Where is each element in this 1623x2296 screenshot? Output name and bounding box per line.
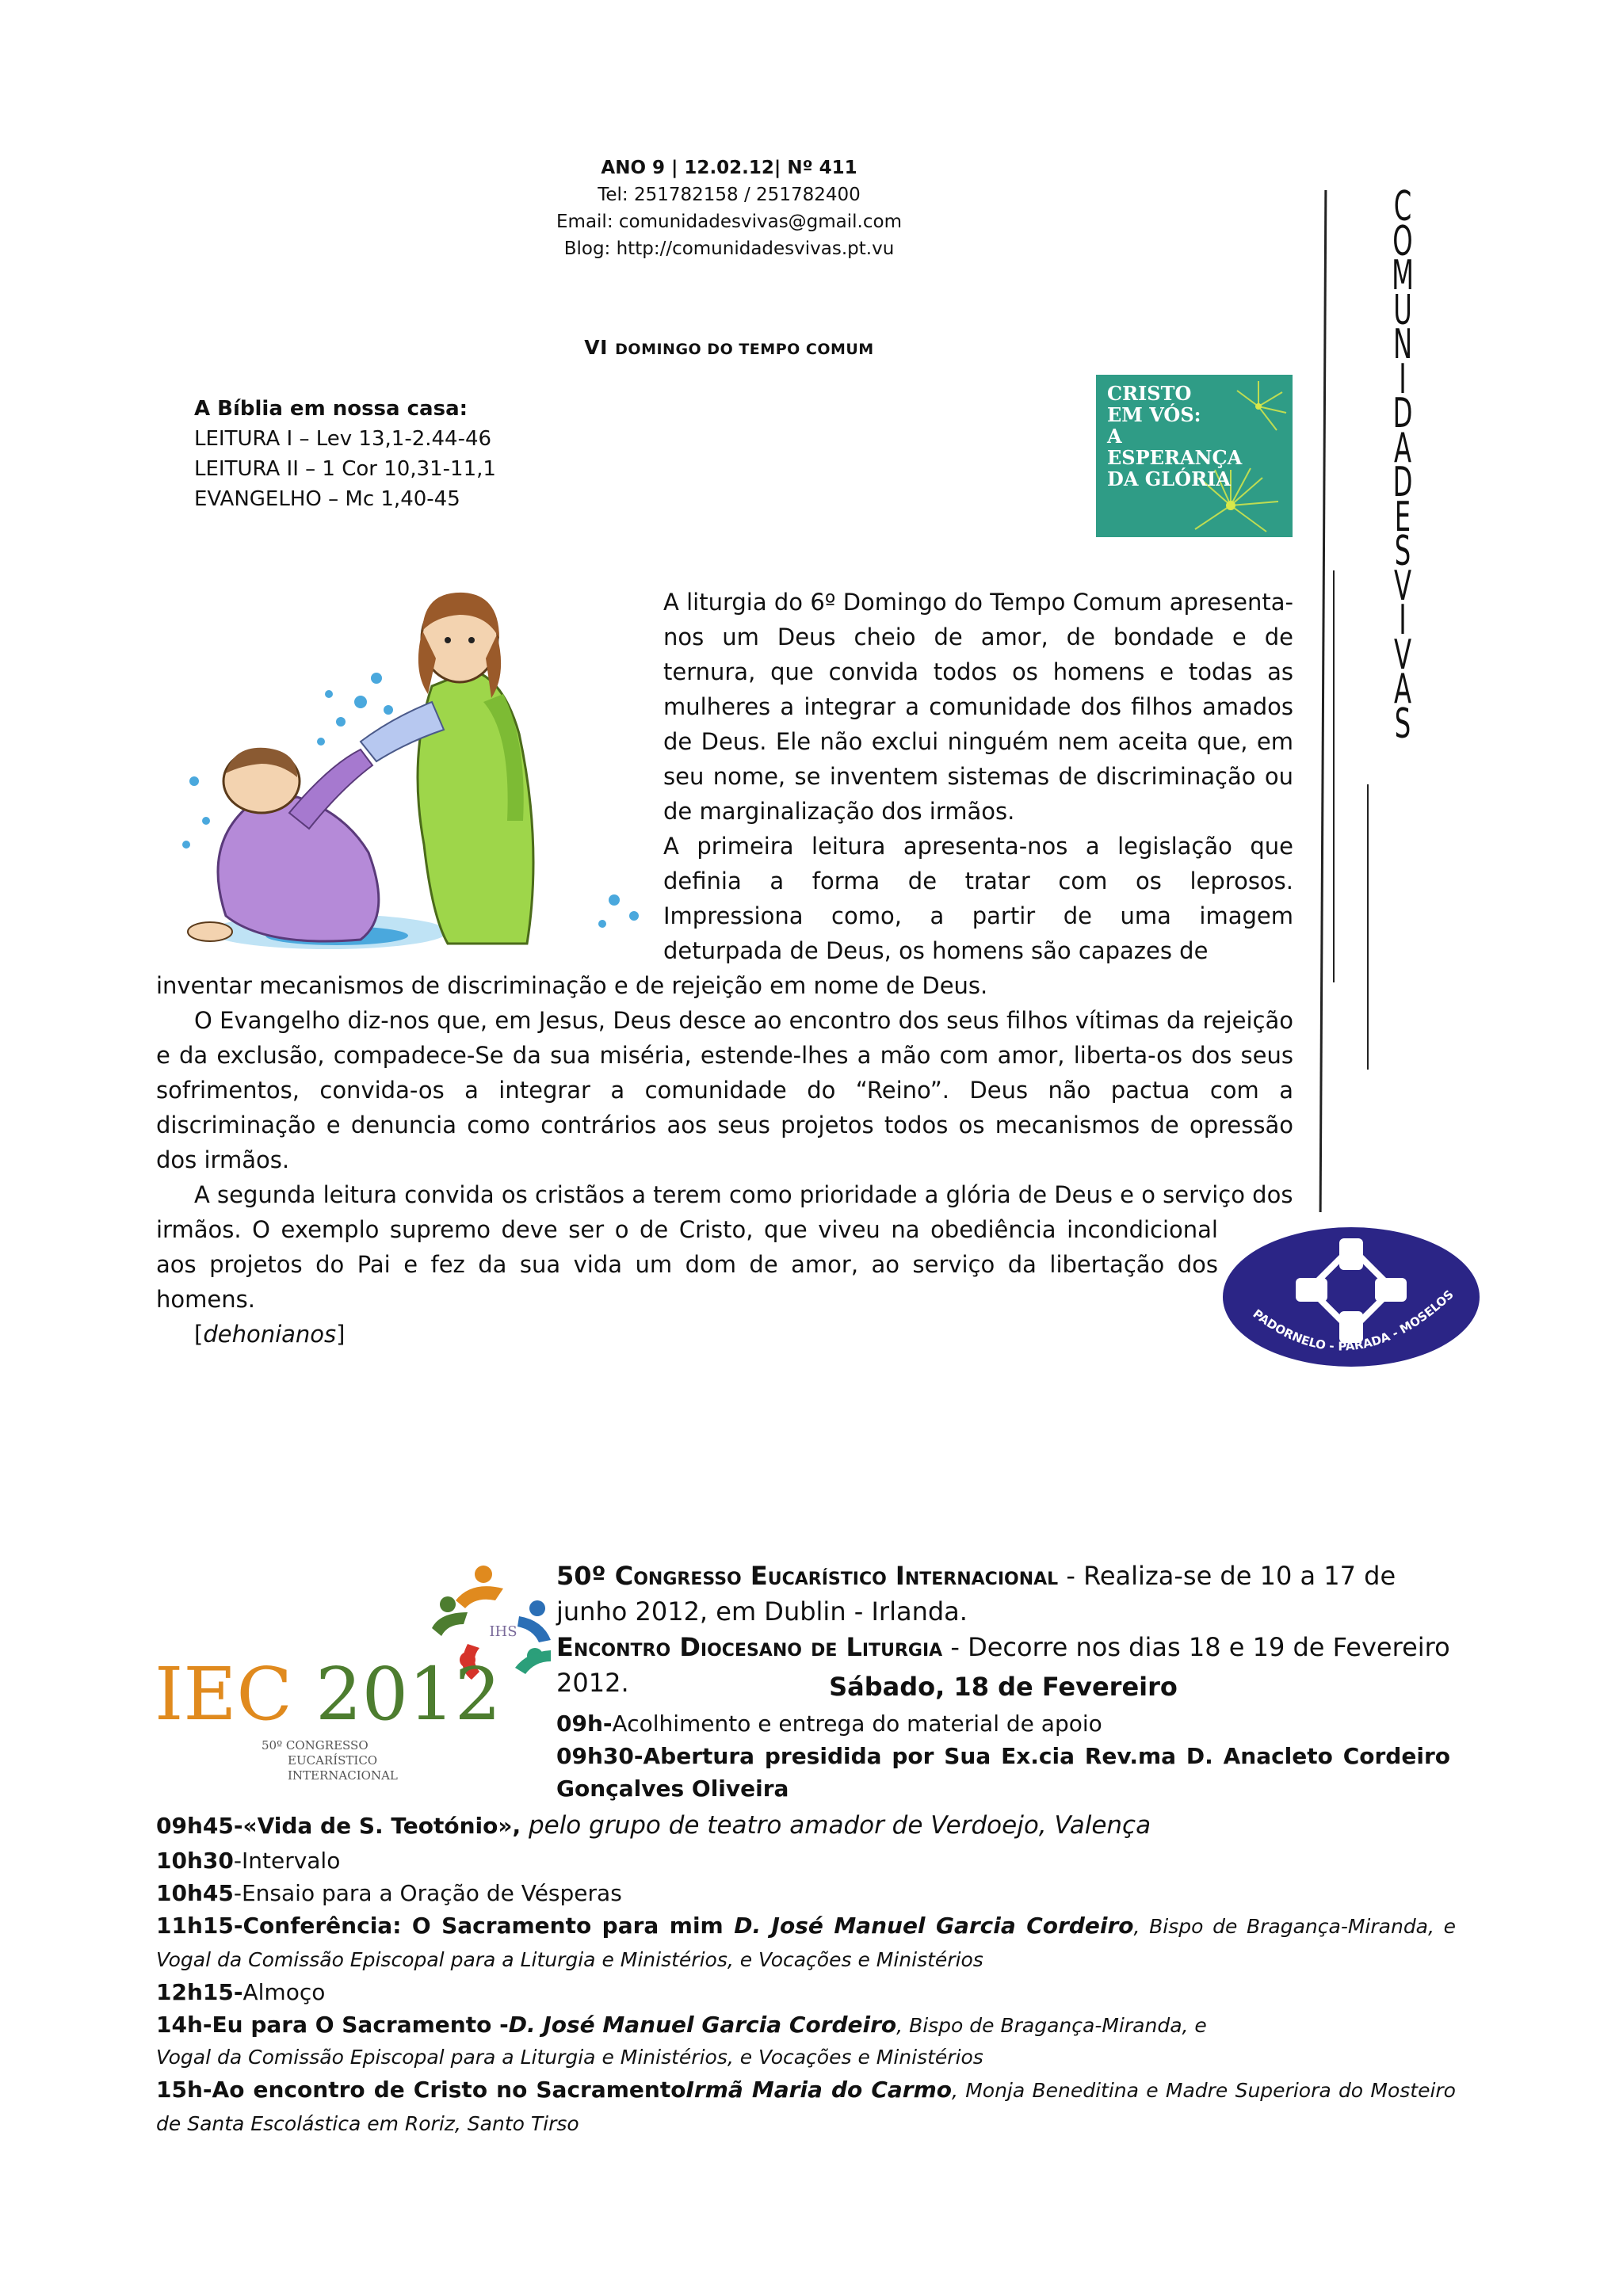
title-letter: S bbox=[1394, 700, 1411, 748]
speaker-name: D. José Manuel Garcia Cordeiro bbox=[734, 1913, 1134, 1939]
speaker-role: , Bispo de Bragança-Miranda, e bbox=[896, 2014, 1207, 2037]
theme-badge bbox=[1096, 375, 1293, 537]
congress-announcement bbox=[556, 1558, 1450, 1630]
badge-line: CRISTO bbox=[1107, 382, 1192, 405]
schedule-text: -Intervalo bbox=[233, 1848, 341, 1874]
parish-logo-text: PADORNELO - PARADA - MOSELOS bbox=[1250, 1287, 1457, 1354]
schedule-title: 11h15-Conferência: O Sacramento para mim bbox=[156, 1913, 735, 1939]
schedule-text: pelo grupo de teatro amador de Verdoejo, Valença bbox=[521, 1811, 1151, 1840]
divider-line bbox=[1319, 190, 1327, 1212]
phone-line: Tel: 251782158 / 251782400 bbox=[598, 185, 861, 205]
ihs-monogram: IHS bbox=[489, 1623, 517, 1640]
reading-item: LEITURA I – Lev 13,1-2.44-46 bbox=[194, 427, 492, 451]
sunday-title bbox=[515, 336, 943, 359]
schedule-text: Almoço bbox=[242, 1979, 326, 2005]
divider-line bbox=[1367, 784, 1369, 1070]
iec-sub: 50º CONGRESSO bbox=[262, 1738, 369, 1753]
title-letter: S bbox=[1394, 528, 1411, 575]
meeting-title: Encontro Diocesano de Liturgia bbox=[556, 1632, 943, 1662]
title-letter: A bbox=[1393, 666, 1412, 713]
title-letter: E bbox=[1394, 493, 1411, 541]
speaker-role: , Monja Beneditina e Madre Superiora do Mosteiro de Santa Escolástica em Roriz, Santo Tirso bbox=[156, 2079, 1456, 2135]
badge-line: A bbox=[1107, 425, 1122, 448]
title-letter: U bbox=[1393, 286, 1412, 334]
schedule-title: 09h45-«Vida de S. Teotónio», bbox=[156, 1813, 521, 1839]
reading-item: EVANGELHO – Mc 1,40-45 bbox=[194, 487, 460, 511]
body-paragraph: A segunda leitura convida os cristãos a terem como prioridade a glória de Deus e o serviço dos bbox=[194, 1181, 1293, 1208]
title-letter: I bbox=[1399, 597, 1407, 644]
schedule-title: 15h-Ao encontro de Cristo no Sacramento bbox=[156, 2077, 686, 2103]
readings-box bbox=[194, 394, 496, 514]
speaker-name: Irmã Maria do Carmo bbox=[685, 2077, 952, 2103]
schedule-item bbox=[156, 1844, 340, 1877]
title-letter: N bbox=[1392, 321, 1413, 368]
body-paragraph: A liturgia do 6º Domingo do Tempo Comum apresenta-nos um Deus cheio de amor, de bondade e de ternura, que convida todos os homens e todas as mulheres a integrar a comunidade dos filhos amados de Deus. Ele não exclui ninguém nem aceita que, em seu nome, se inventem sistemas de discriminação ou de marginalização dos irmãos. bbox=[663, 589, 1293, 825]
schedule-text: -Ensaio para a Oração de Vésperas bbox=[233, 1880, 622, 1906]
body-paragraph: A primeira leitura apresenta-nos a legislação que definia a forma de tratar com os leprosos. Impressiona como, a partir de uma imagem deturpada de Deus, os homens são capazes de bbox=[663, 833, 1293, 964]
iec-sub: EUCARÍSTICO bbox=[288, 1753, 378, 1768]
schedule-item bbox=[556, 1707, 1450, 1740]
title-letter: C bbox=[1393, 183, 1412, 231]
masthead-info bbox=[507, 154, 951, 262]
schedule-time: 12h15- bbox=[156, 1979, 243, 2005]
title-letter: I bbox=[1399, 355, 1407, 403]
iec-sub: INTERNACIONAL bbox=[288, 1768, 398, 1783]
schedule-time: 09h- bbox=[556, 1711, 613, 1737]
congress-text: - Realiza-se de 10 a 17 de junho 2012, em Dublin - Irlanda. bbox=[556, 1561, 1396, 1627]
saturday-heading: Sábado, 18 de Fevereiro bbox=[829, 1672, 1178, 1702]
speaker-role: Vogal da Comissão Episcopal para a Liturgia e Ministérios, e Vocações e Ministérios bbox=[156, 2046, 983, 2069]
title-letter: V bbox=[1393, 562, 1412, 610]
issue-line: ANO 9 | 12.02.12| Nº 411 bbox=[601, 158, 857, 178]
schedule-time: 10h45 bbox=[156, 1880, 234, 1906]
source-credit: [dehonianos] bbox=[194, 1321, 346, 1348]
badge-text bbox=[1107, 383, 1242, 490]
badge-line: EM VÓS: bbox=[1107, 403, 1201, 426]
blog-line: Blog: http://comunidadesvivas.pt.vu bbox=[563, 238, 895, 259]
congress-title: 50º Congresso Eucarístico Internacional bbox=[556, 1561, 1059, 1591]
iec-year: IEC 2012 bbox=[155, 1652, 502, 1737]
parish-logo bbox=[1220, 1224, 1482, 1371]
schedule-item bbox=[156, 1976, 325, 2008]
body-paragraph: inventar mecanismos de discriminação e de rejeição em nome de Deus. bbox=[156, 972, 988, 999]
schedule-item bbox=[156, 2073, 1456, 2140]
iec-logo bbox=[155, 1557, 567, 1787]
email-line: Email: comunidadesvivas@gmail.com bbox=[556, 212, 902, 232]
schedule-item bbox=[156, 1810, 1456, 1842]
title-letter: A bbox=[1393, 424, 1412, 472]
body-paragraph: O Evangelho diz-nos que, em Jesus, Deus desce ao encontro dos seus filhos vítimas da rejeição e da exclusão, compadece-Se da sua miséria, estende-lhes a mão com amor, liberta-os dos seus sofrimentos, convida-os a integrar a comunidade do “Reino”. Deus não pactua com a discriminação e denuncia como contrários aos seus projetos todos os mecanismos de opressão dos irmãos. bbox=[156, 1007, 1293, 1173]
badge-line: ESPERANÇA bbox=[1107, 446, 1243, 469]
source-name: dehonianos bbox=[203, 1321, 337, 1348]
schedule-time: 10h30 bbox=[156, 1848, 234, 1874]
speaker-name: D. José Manuel Garcia Cordeiro bbox=[508, 2012, 897, 2038]
sunday-number: VI bbox=[584, 336, 608, 359]
divider-line bbox=[1333, 570, 1335, 982]
schedule-item bbox=[156, 1877, 622, 1909]
reading-item: LEITURA II – 1 Cor 10,31-11,1 bbox=[194, 457, 496, 481]
schedule-text: Acolhimento e entrega do material de apoio bbox=[612, 1711, 1102, 1737]
schedule-item bbox=[156, 1909, 1456, 1976]
schedule-item bbox=[156, 2008, 1456, 2042]
readings-title: A Bíblia em nossa casa: bbox=[194, 397, 468, 421]
title-letter: D bbox=[1392, 390, 1413, 437]
speaker-role: , Bispo de Bragança-Miranda, e Vogal da Comissão Episcopal para a Liturgia e Ministérios, e Vocações e Ministérios bbox=[156, 1915, 1456, 1971]
title-letter: D bbox=[1392, 459, 1413, 506]
sunday-name: DOMINGO DO TEMPO COMUM bbox=[615, 341, 874, 358]
title-letter: M bbox=[1392, 252, 1414, 299]
title-letter: V bbox=[1393, 631, 1412, 679]
schedule-item: 09h30-Abertura presidida por Sua Ex.cia Rev.ma D. Anacleto Cordeiro Gonçalves Oliveira bbox=[556, 1743, 1450, 1802]
vertical-title bbox=[1379, 183, 1426, 748]
body-paragraph: irmãos. O exemplo supremo deve ser o de Cristo, que viveu na obediência incondicional aos projetos do Pai e fez da sua vida um dom de amor, ao serviço da libertação dos homens. bbox=[156, 1216, 1218, 1313]
healing-illustration bbox=[170, 583, 654, 955]
title-letter: O bbox=[1392, 217, 1413, 265]
schedule-title: 14h-Eu para O Sacramento - bbox=[156, 2012, 509, 2038]
badge-line: DA GLÓRIA bbox=[1107, 467, 1231, 490]
meeting-text: - Decorre nos dias 18 e 19 de Fevereiro 2012. bbox=[556, 1632, 1450, 1698]
